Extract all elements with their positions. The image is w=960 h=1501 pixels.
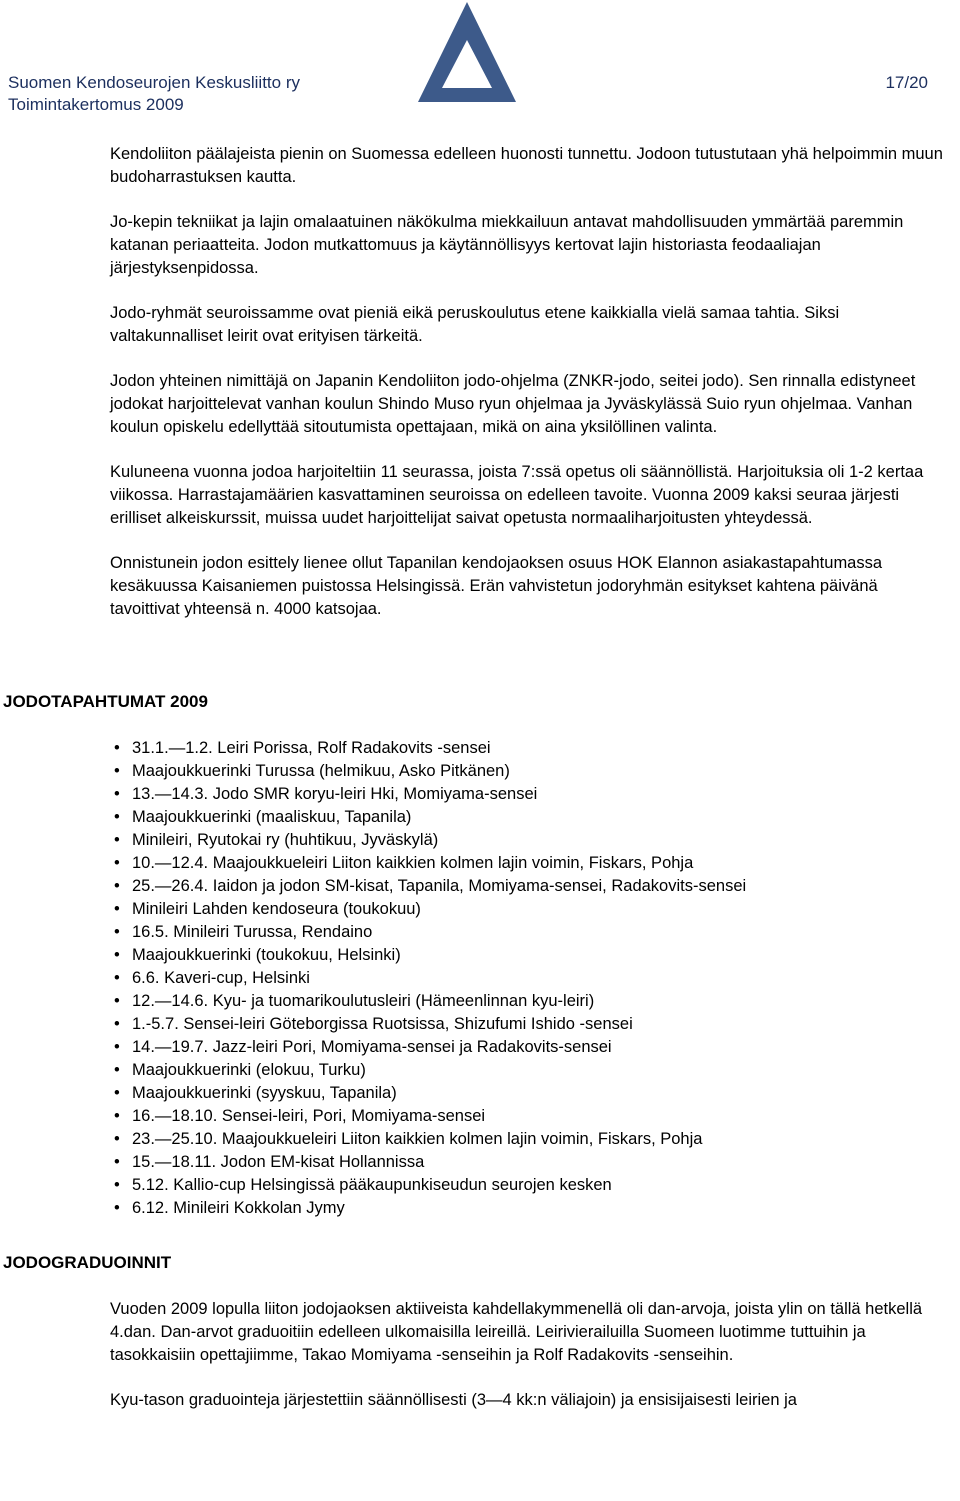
document-body (0, 143, 960, 1434)
event-item: • 5.12. Kallio-cup Helsingissä pääkaupunkiseudun seurojen kesken (110, 1174, 960, 1197)
event-item: • 15.—18.11. Jodon EM-kisat Hollannissa (110, 1151, 960, 1174)
intro-paragraph-4: Jodon yhteinen nimittäjä on Japanin Kendoliiton jodo-ohjelma (ZNKR-jodo, seitei jodo). Sen rinnalla edistyneet jodokat harjoittelevat vanhan koulun Shindo Muso ryun ohjelmaa ja Jyväskylässä Suio ryun ohjelmaa. Vanhan koulun opiskelu edellyttää sitoutumista opettajaan, mikä on aina yksilöllinen valinta. (110, 372, 916, 436)
event-item: • Maajoukkuerinki Turussa (helmikuu, Asko Pitkänen) (110, 760, 960, 783)
event-item: • 14.—19.7. Jazz-leiri Pori, Momiyama-sensei ja Radakovits-sensei (110, 1036, 960, 1059)
event-item: • Maajoukkuerinki (maaliskuu, Tapanila) (110, 806, 960, 829)
logo-triangle (418, 2, 516, 102)
event-item: • 6.12. Minileiri Kokkolan Jymy (110, 1197, 960, 1220)
header-organization: Suomen Kendoseurojen Keskusliitto ry (8, 73, 300, 92)
event-item: • Minileiri Lahden kendoseura (toukokuu) (110, 898, 960, 921)
event-item: • 10.—12.4. Maajoukkueleiri Liiton kaikkien kolmen lajin voimin, Fiskars, Pohja (110, 852, 960, 875)
event-item: • 31.1.—1.2. Leiri Porissa, Rolf Radakovits -sensei (110, 737, 960, 760)
header-page-number: 17/20 (885, 73, 928, 92)
event-item: • Maajoukkuerinki (elokuu, Turku) (110, 1059, 960, 1082)
section-spacer (0, 643, 960, 691)
event-item: • Minileiri, Ryutokai ry (huhtikuu, Jyväskylä) (110, 829, 960, 852)
event-item: • 12.—14.6. Kyu- ja tuomarikoulutusleiri (Hämeenlinnan kyu-leiri) (110, 990, 960, 1013)
event-item: • 16.—18.10. Sensei-leiri, Pori, Momiyama-sensei (110, 1105, 960, 1128)
intro-paragraph-5: Kuluneena vuonna jodoa harjoiteltiin 11 seurassa, joista 7:ssä opetus oli säännöllistä. Harjoituksia oli 1-2 kertaa viikossa. Harrastajamäärien kasvattaminen seuroissa on edelleen tavoite. Vuonna 2009 kaksi seuraa järjesti erilliset alkeiskurssit, muissa uudet harjoittelijat saivat opetusta normaaliharjoitusten yhteydessä. (110, 463, 924, 527)
event-item: • Maajoukkuerinki (toukokuu, Helsinki) (110, 944, 960, 967)
intro-paragraph-3: Jodo-ryhmät seuroissamme ovat pieniä eikä peruskoulutus etene kaikkialla vielä samaa tahtia. Siksi valtakunnalliset leirit ovat erityisen tärkeitä. (110, 304, 840, 345)
event-item: • 13.—14.3. Jodo SMR koryu-leiri Hki, Momiyama-sensei (110, 783, 960, 806)
graduations-paragraph-1: Vuoden 2009 lopulla liiton jodojaoksen aktiiveista kahdellakymmenellä oli dan-arvoja, joista ylin on tällä hetkellä 4.dan. Dan-arvot graduoitiin edelleen ulkomaisilla leireillä. Leirivierailuilla Suomeen luotimme tuttuihin ja tasokkaisiin opettajiimme, Takao Momiyama -senseihin ja Rolf Radakovits -senseihin. (110, 1300, 923, 1364)
federation-logo-icon (412, 0, 522, 110)
event-item: • 16.5. Minileiri Turussa, Rendaino (110, 921, 960, 944)
header-document-title: Toimintakertomus 2009 (8, 95, 184, 114)
event-item: • 6.6. Kaveri-cup, Helsinki (110, 967, 960, 990)
event-item: • 25.—26.4. Iaidon ja jodon SM-kisat, Tapanila, Momiyama-sensei, Radakovits-sensei (110, 875, 960, 898)
events-heading: JODOTAPAHTUMAT 2009 (3, 692, 208, 711)
intro-paragraph-2: Jo-kepin tekniikat ja lajin omalaatuinen näkökulma miekkailuun antavat mahdollisuuden ymmärtää paremmin katanan periaatteita. Jodon mutkattomuus ja käytännöllisyys kertovat lajin historiasta feodaaliajan järjestyksenpidossa. (110, 213, 904, 277)
events-list (110, 737, 960, 1220)
intro-paragraph-1: Kendoliiton päälajeista pienin on Suomessa edelleen huonosti tunnettu. Jodoon tutustutaan yhä helpoimmin muun budoharrastuksen kautta. (110, 145, 943, 186)
event-item: • 23.—25.10. Maajoukkueleiri Liiton kaikkien kolmen lajin voimin, Fiskars, Pohja (110, 1128, 960, 1151)
event-item: • Maajoukkuerinki (syyskuu, Tapanila) (110, 1082, 960, 1105)
intro-paragraph-6: Onnistunein jodon esittely lienee ollut Tapanilan kendojaoksen osuus HOK Elannon asiakastapahtumassa kesäkuussa Kaisaniemen puistossa Helsingissä. Erän vahvistetun jodoryhmän esitykset kahtena päivänä tavoittivat yhteensä n. 4000 katsojaa. (110, 554, 883, 618)
graduations-paragraph-2: Kyu-tason graduointeja järjestettiin säännöllisesti (3—4 kk:n väliajoin) ja ensisijaisesti leirien ja (110, 1391, 797, 1409)
section-spacer (0, 1220, 960, 1252)
graduations-heading: JODOGRADUOINNIT (3, 1253, 172, 1272)
event-item: • 1.-5.7. Sensei-leiri Göteborgissa Ruotsissa, Shizufumi Ishido -sensei (110, 1013, 960, 1036)
